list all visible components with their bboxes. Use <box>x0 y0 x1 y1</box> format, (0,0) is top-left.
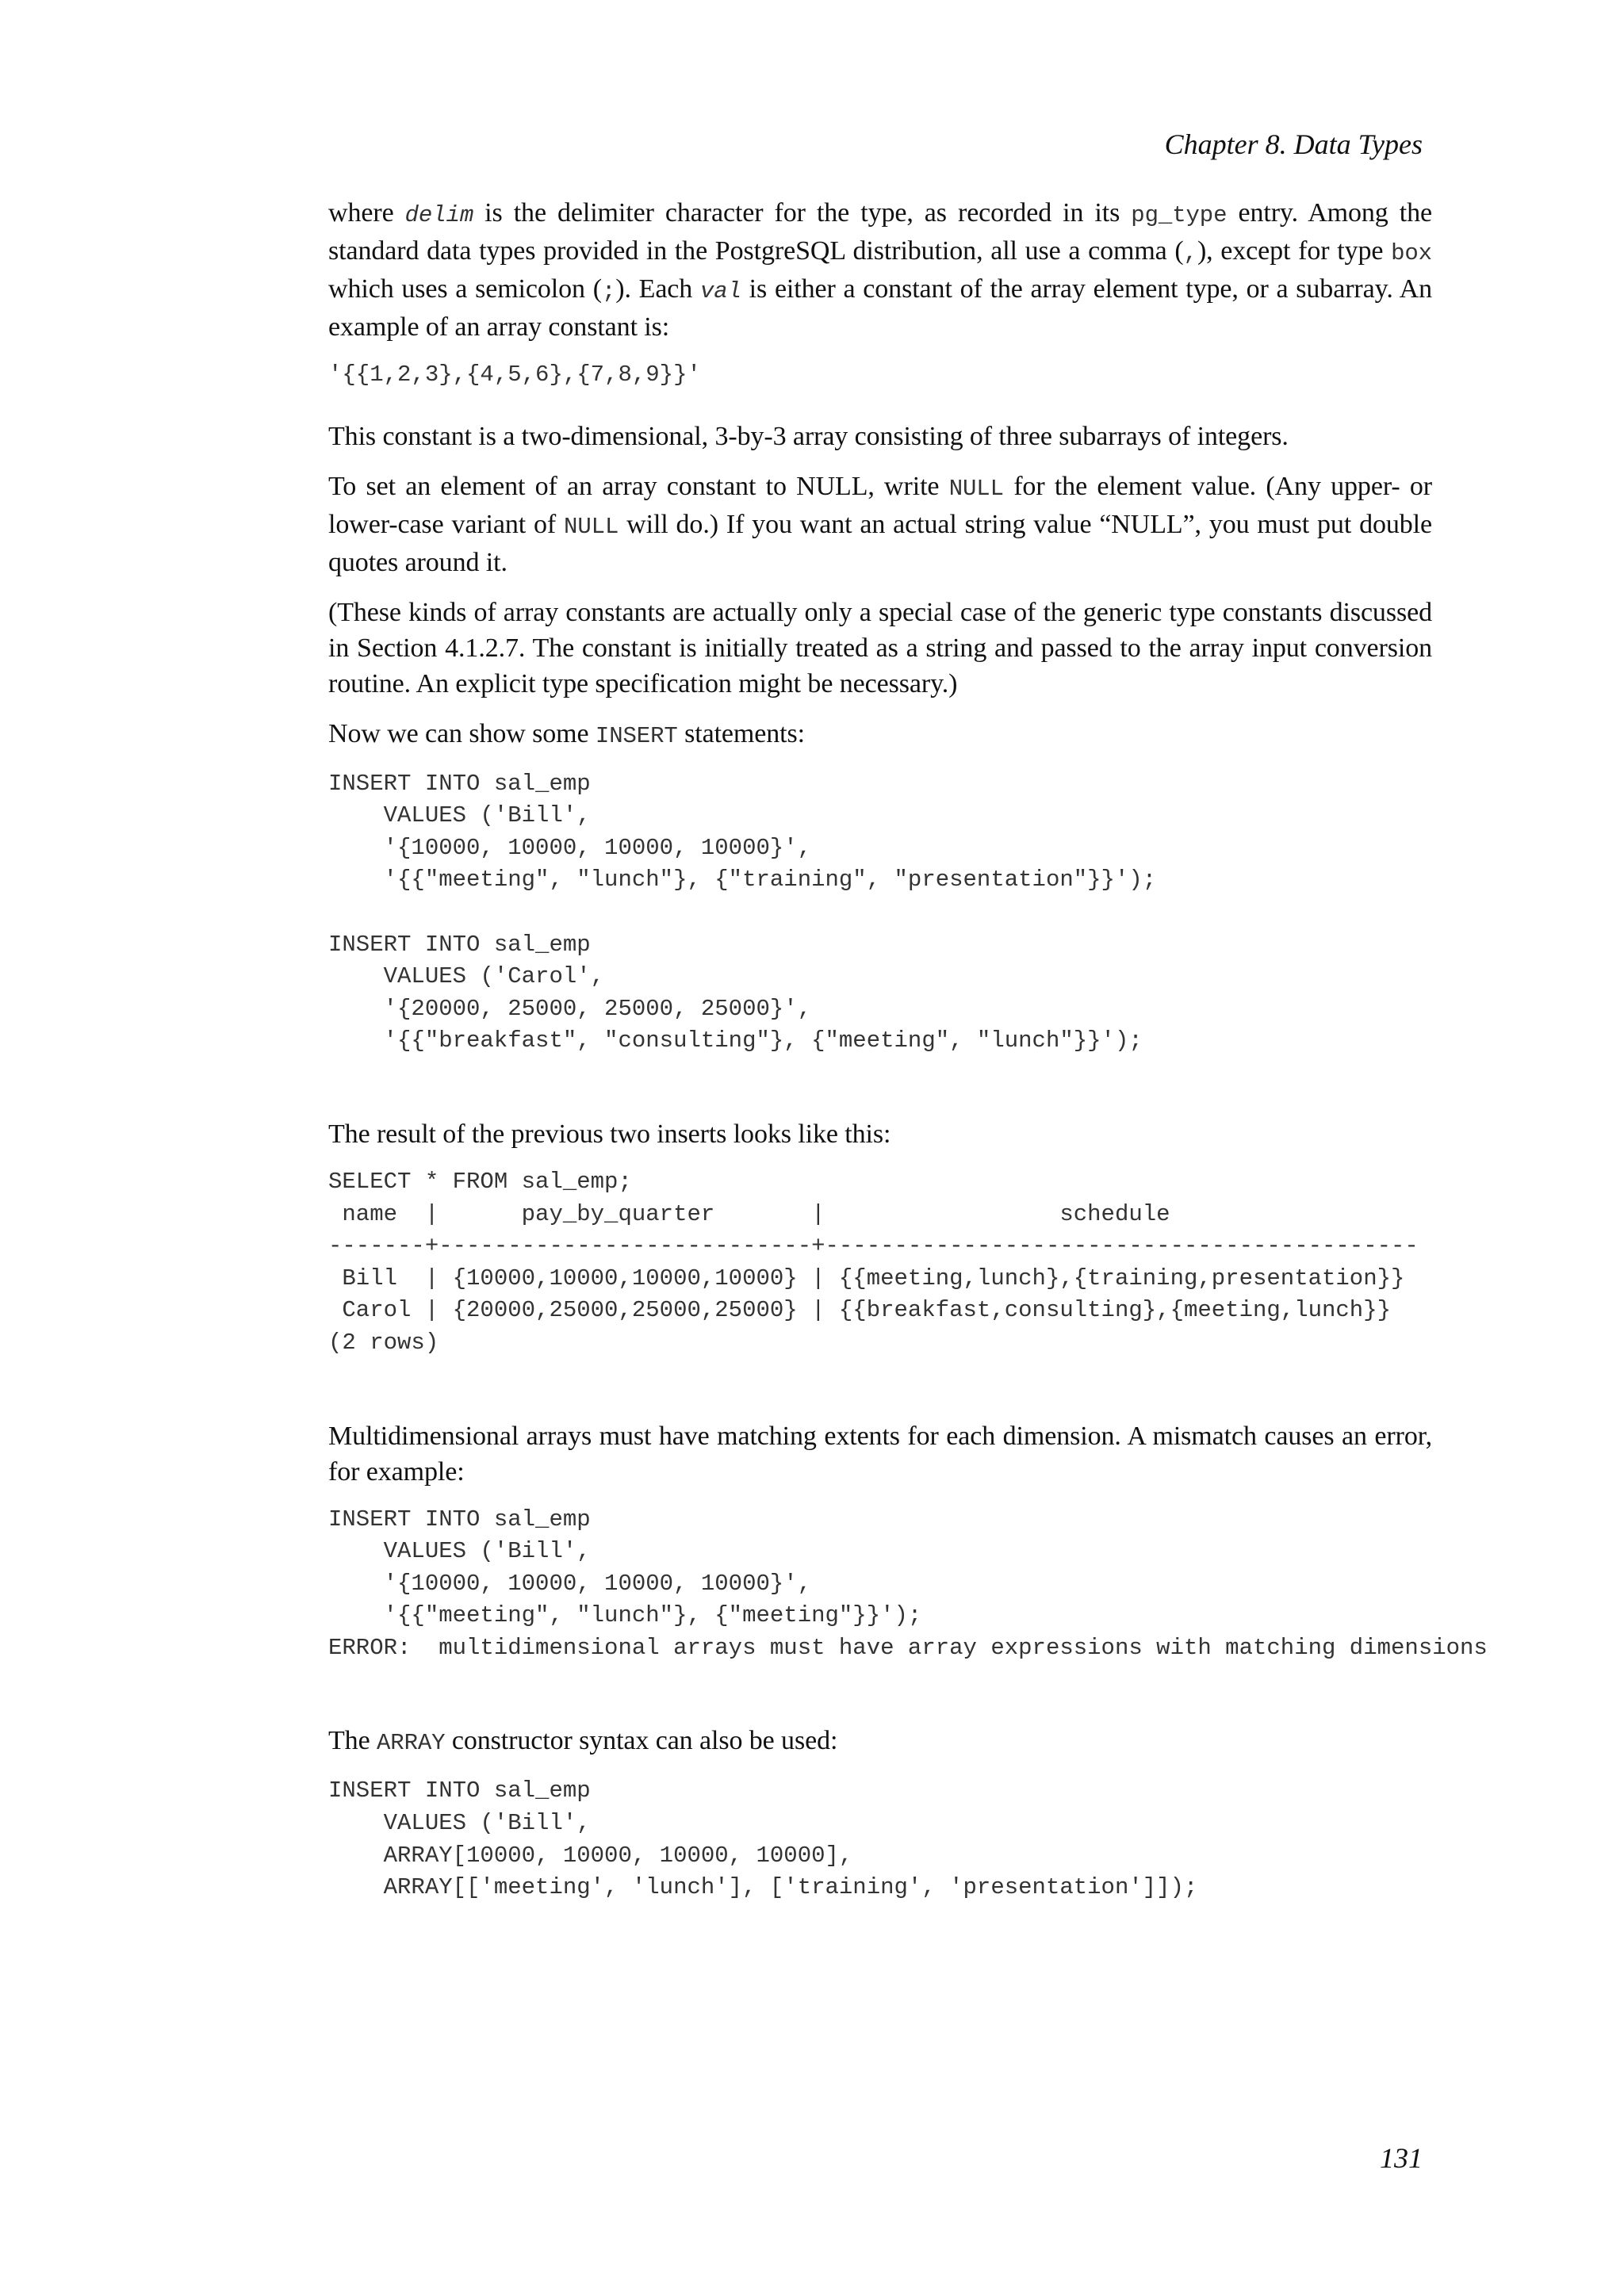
null-code: NULL <box>564 513 619 540</box>
insert-code: INSERT <box>595 722 678 749</box>
paragraph-matching-extents: Multidimensional arrays must have matching extents for each dimension. A mismatch causes an error, for example: <box>328 1421 1432 1487</box>
code-select-result: SELECT * FROM sal_emp; name | pay_by_quarter | schedule -------+---------------------------+------------------------------------------- Bill | {10000,10000,10000,10000} | {{meeting,lunch},{training,presentation}} Carol | {20000,25000,25000,25000} | {{breakfast,consulting},{meeting,lunch}} (2 rows) <box>328 1168 1419 1356</box>
text: for the element value. (Any upper- or lower-case variant of <box>328 471 1432 539</box>
text: constructor syntax can also be used: <box>445 1726 838 1756</box>
paragraph-delimiter <box>328 195 1432 345</box>
spacer <box>328 1387 1432 1418</box>
text: which uses a semicolon ( <box>328 274 602 304</box>
text: statements: <box>677 718 805 748</box>
val-var: val <box>699 278 741 304</box>
text: entry. Among the standard data types provided in the PostgreSQL distribution, all use a comma ( <box>328 198 1432 266</box>
code-array-constant: '{{1,2,3},{4,5,6},{7,8,9}}' <box>328 362 701 388</box>
running-head: Chapter 8. Data Types <box>1164 128 1423 160</box>
box-code: box <box>1391 240 1432 266</box>
pg-type-code: pg_type <box>1131 202 1228 228</box>
code-insert-statements: INSERT INTO sal_emp VALUES ('Bill', '{10000, 10000, 10000, 10000}', '{{"meeting", "lunch"}, {"training", "presentation"}}'); INSERT INTO sal_emp VALUES ('Carol', '{20000, 25000, 25000, 25000}', '{{"breakfast", "consulting"}, {"meeting", "lunch"}}'); <box>328 770 1157 1054</box>
semicolon-code: ; <box>601 278 616 304</box>
text: ). Each <box>615 274 700 304</box>
text: Now we can show some <box>328 718 596 748</box>
text: will do.) If you want an actual string value “NULL”, you must put double quotes around it. <box>328 509 1432 577</box>
spacer <box>328 1085 1432 1116</box>
text: To set an element of an array constant to NULL, write <box>328 471 949 501</box>
code-array-constructor: INSERT INTO sal_emp VALUES ('Bill', ARRAY[10000, 10000, 10000, 10000], ARRAY[['meeting', 'lunch'], ['training', 'presentation']]); <box>328 1777 1198 1901</box>
text: is either a constant of the array element type, or a subarray. An example of an array constant is: <box>328 274 1432 342</box>
text: where <box>328 198 405 228</box>
paragraph-generic-constants: (These kinds of array constants are actually only a special case of the generic type constants discussed in Section 4.1.2.7. The constant is initially treated as a string and passed to the array input conversion routine. An explicit type specification might be necessary.) <box>328 597 1432 698</box>
paragraph-array-constructor <box>328 1723 1432 1761</box>
text: ), except for type <box>1197 236 1392 266</box>
array-code: ARRAY <box>376 1730 446 1757</box>
paragraph-result-intro: The result of the previous two inserts looks like this: <box>328 1119 891 1149</box>
comma-code: , <box>1183 240 1197 266</box>
spacer <box>328 1691 1432 1723</box>
paragraph-insert-intro <box>328 716 1432 754</box>
page-content <box>328 195 1488 1931</box>
null-code: NULL <box>948 475 1004 502</box>
paragraph-two-dimensional: This constant is a two-dimensional, 3-by-3 array consisting of three subarrays of integers. <box>328 421 1289 451</box>
page-number: 131 <box>1380 2142 1423 2174</box>
text: is the delimiter character for the type, as recorded in its <box>473 198 1132 228</box>
delim-var: delim <box>404 202 474 228</box>
text: The <box>328 1726 377 1756</box>
code-dimension-error: INSERT INTO sal_emp VALUES ('Bill', '{10000, 10000, 10000, 10000}', '{{"meeting", "lunch"}, {"meeting"}}'); ERROR: multidimensional arrays must have array expressions with matching dimensions <box>328 1506 1488 1661</box>
paragraph-null-elements <box>328 469 1432 580</box>
